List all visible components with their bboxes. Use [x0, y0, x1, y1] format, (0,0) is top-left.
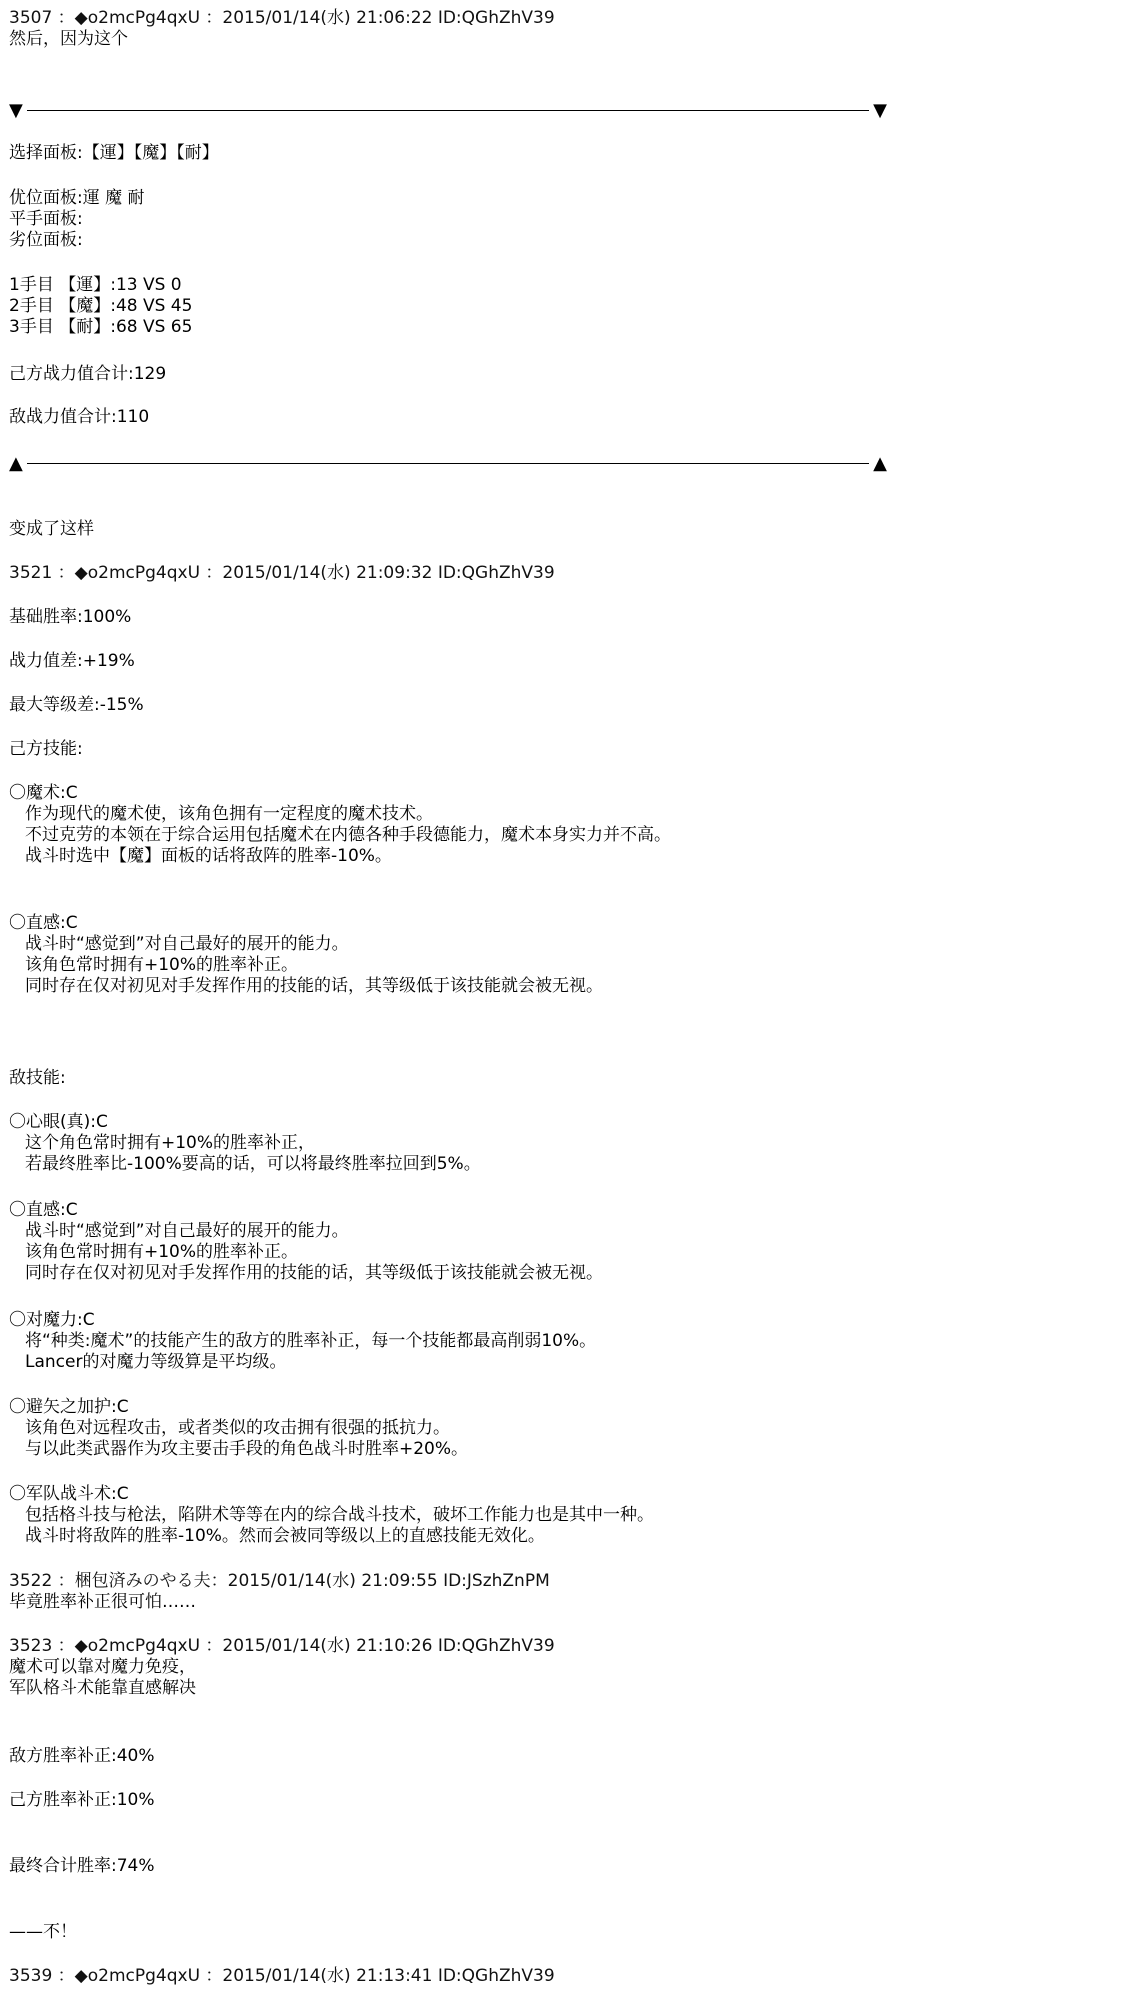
panel-even: 平手面板: — [9, 209, 83, 229]
skill-desc: 同时存在仅对初见对手发挥作用的技能的话，其等级低于该技能就会被无视。 — [25, 1263, 603, 1283]
post-3507 — [9, 8, 555, 50]
own-bonus-block — [9, 1790, 155, 1811]
enemy-bonus-block — [9, 1746, 155, 1767]
enemy-bonus: 敌方胜率补正:40% — [9, 1746, 155, 1766]
transition-text: 变成了这样 — [9, 519, 94, 539]
post-header: 3522 ：梱包済みのやる夫：2015/01/14(水) 21:09:55 ID:JSzhZnPM — [9, 1571, 550, 1591]
panel-select: 选择面板:【運】【魔】【耐】 — [9, 143, 219, 163]
up-triangle-icon: ▲ — [9, 453, 23, 474]
max-level-diff: 最大等级差:-15% — [9, 695, 144, 715]
skill-desc: 战斗时“感觉到”对自己最好的展开的能力。 — [25, 1221, 349, 1241]
divider-rule — [27, 463, 869, 464]
skill-desc: 将“种类:魔术”的技能产生的敌方的胜率补正，每一个技能都最高削弱10%。 — [25, 1331, 597, 1351]
post-3522 — [9, 1571, 550, 1613]
enemy-skill — [9, 1397, 468, 1460]
own-skill — [9, 913, 603, 997]
round-1: 1手目 【運】:13 VS 0 — [9, 275, 182, 295]
skill-desc: 该角色对远程攻击，或者类似的攻击拥有很强的抵抗力。 — [25, 1418, 450, 1438]
skill-name: 〇直感:C — [9, 913, 78, 933]
level-diff-block — [9, 695, 144, 716]
skill-name: 〇魔术:C — [9, 783, 78, 803]
skill-desc: 与以此类武器作为攻主要击手段的角色战斗时胜率+20%。 — [25, 1439, 469, 1459]
skill-desc: 战斗时将敌阵的胜率-10%。然而会被同等级以上的直感技能无效化。 — [25, 1526, 545, 1546]
power-diff-block — [9, 651, 135, 672]
round-2: 2手目 【魔】:48 VS 45 — [9, 296, 193, 316]
post-header: 3507 ：◆o2mcPg4qxU ：2015/01/14(水) 21:06:22 ID:QGhZhV39 — [9, 8, 555, 28]
skill-desc: 战斗时选中【魔】面板的话将敌阵的胜率-10%。 — [25, 846, 392, 866]
post-line: 然后，因为这个 — [9, 29, 128, 49]
own-total: 己方战力值合计:129 — [9, 364, 167, 384]
panel-superior: 优位面板:運 魔 耐 — [9, 188, 145, 208]
skill-desc: 同时存在仅对初见对手发挥作用的技能的话，其等级低于该技能就会被无视。 — [25, 976, 603, 996]
enemy-total-block — [9, 407, 149, 428]
post-header: 3521 ：◆o2mcPg4qxU ：2015/01/14(水) 21:09:32 ID:QGhZhV39 — [9, 563, 555, 583]
enemy-skill — [9, 1484, 654, 1547]
own-total-block — [9, 364, 166, 385]
skill-name: 〇对魔力:C — [9, 1310, 95, 1330]
skill-name: 〇军队战斗术:C — [9, 1484, 129, 1504]
skill-desc: Lancer的对魔力等级算是平均级。 — [25, 1352, 287, 1372]
skill-desc: 战斗时“感觉到”对自己最好的展开的能力。 — [25, 934, 349, 954]
enemy-skill — [9, 1310, 596, 1373]
enemy-skills-title-block — [9, 1068, 66, 1089]
round-3: 3手目 【耐】:68 VS 65 — [9, 317, 193, 337]
post-3521 — [9, 563, 555, 584]
final-rate: 最终合计胜率:74% — [9, 1856, 155, 1876]
divider-rule — [27, 110, 869, 111]
skill-desc: 这个角色常时拥有+10%的胜率补正， — [25, 1133, 316, 1153]
panel-rounds — [9, 275, 192, 338]
up-triangle-icon: ▲ — [873, 453, 887, 474]
down-triangle-icon: ▼ — [9, 100, 23, 121]
post-3539 — [9, 1966, 555, 1987]
post-3523 — [9, 1636, 555, 1699]
skill-name: 〇直感:C — [9, 1200, 78, 1220]
skill-name: 〇避矢之加护:C — [9, 1397, 129, 1417]
exclaim: ——不！ — [9, 1922, 77, 1942]
transition-block — [9, 519, 94, 540]
panel-inferior: 劣位面板: — [9, 230, 83, 250]
panel-classes — [9, 188, 145, 251]
post-line: 军队格斗术能靠直感解决 — [9, 1678, 196, 1698]
own-bonus: 己方胜率补正:10% — [9, 1790, 155, 1810]
skill-desc: 若最终胜率比-100%要高的话，可以将最终胜率拉回到5%。 — [25, 1154, 481, 1174]
own-skills-title-block — [9, 739, 83, 760]
divider-top — [9, 100, 887, 122]
final-rate-block — [9, 1856, 155, 1877]
skill-name: 〇心眼(真):C — [9, 1112, 108, 1132]
own-skills-title: 己方技能: — [9, 739, 83, 759]
power-diff: 战力值差:+19% — [9, 651, 135, 671]
enemy-total: 敌战力值合计:110 — [9, 407, 150, 427]
down-triangle-icon: ▼ — [873, 100, 887, 121]
post-header: 3539 ：◆o2mcPg4qxU ：2015/01/14(水) 21:13:41 ID:QGhZhV39 — [9, 1966, 555, 1986]
post-line: 魔术可以靠对魔力免疫， — [9, 1657, 196, 1677]
skill-desc: 该角色常时拥有+10%的胜率补正。 — [25, 955, 299, 975]
skill-desc: 包括格斗技与枪法，陷阱术等等在内的综合战斗技术，破坏工作能力也是其中一种。 — [25, 1505, 654, 1525]
post-header: 3523 ：◆o2mcPg4qxU ：2015/01/14(水) 21:10:26 ID:QGhZhV39 — [9, 1636, 555, 1656]
base-rate: 基础胜率:100% — [9, 607, 132, 627]
post-line: 毕竟胜率补正很可怕…… — [9, 1592, 196, 1612]
skill-desc: 不过克劳的本领在于综合运用包括魔术在内德各种手段德能力，魔术本身实力并不高。 — [25, 825, 671, 845]
enemy-skill — [9, 1112, 481, 1175]
base-rate-block — [9, 607, 131, 628]
skill-desc: 该角色常时拥有+10%的胜率补正。 — [25, 1242, 299, 1262]
divider-bottom — [9, 453, 887, 475]
exclaim-block — [9, 1922, 77, 1943]
enemy-skill — [9, 1200, 603, 1284]
panel-summary — [9, 143, 219, 164]
enemy-skills-title: 敌技能: — [9, 1068, 66, 1088]
own-skill — [9, 783, 671, 867]
skill-desc: 作为现代的魔术使，该角色拥有一定程度的魔术技术。 — [25, 804, 433, 824]
